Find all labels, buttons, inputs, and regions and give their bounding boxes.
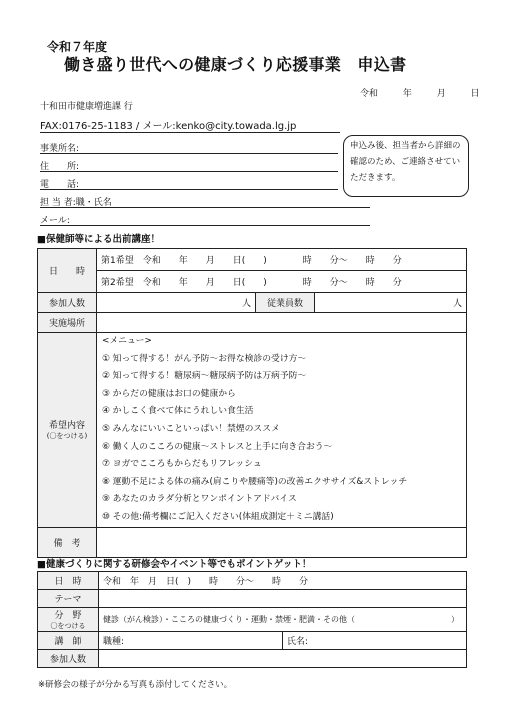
menu-item[interactable]: ⑤ みんなにいいこといっぱい！禁煙のススメ	[102, 423, 280, 434]
recipient-department: 十和田市健康増進課 行	[40, 102, 133, 112]
menu-item[interactable]: ⑧ 運動不足による体の痛み(肩こりや腰痛等)の改善エクササイズ&ストレッチ	[102, 476, 408, 487]
event-table	[37, 571, 467, 668]
menu-item[interactable]: ⑩ その他:備考欄にご記入ください(体組成測定＋ミニ講話)	[102, 511, 334, 522]
fiscal-year: 令和７年度	[47, 40, 108, 54]
theme-label: テーマ	[38, 590, 99, 608]
second-choice-date[interactable]: 第2希望 令和 年 月 日( ) 時 分～ 時 分	[97, 271, 467, 293]
field-label-text: 分 野	[54, 611, 82, 621]
office-name-field[interactable]: 事業所名:	[40, 144, 80, 154]
menu-header: <メニュー>	[102, 336, 152, 346]
menu-item[interactable]: ④ かしこく食べて体にうれしい食生活	[102, 406, 254, 417]
venue-input[interactable]	[97, 313, 467, 333]
menu-item[interactable]: ⑥ 働く人のこころの健康～ストレスと上手に向き合おう～	[102, 441, 333, 452]
menu-item[interactable]: ① 知って得する！がん予防～お得な検診の受け方～	[102, 353, 307, 364]
first-choice-date[interactable]: 第1希望 令和 年 月 日( ) 時 分～ 時 分	[97, 249, 467, 271]
field-label	[38, 608, 99, 632]
lecture-request-table	[37, 248, 467, 558]
theme-input[interactable]	[99, 590, 467, 608]
phone-field[interactable]: 電 話:	[40, 180, 80, 190]
content-label-text: 希望内容	[48, 421, 85, 432]
page-title: 働き盛り世代への健康づくり応援事業 申込書	[64, 55, 407, 74]
date-label: 日 時	[38, 249, 97, 293]
menu-item[interactable]: ② 知って得する！糖尿病～糖尿病予防は万病予防～	[102, 371, 307, 382]
email-field[interactable]: メール:	[40, 216, 70, 226]
menu-list	[97, 333, 467, 528]
lecturer-name-input[interactable]: 氏名:	[283, 632, 467, 650]
participants-label: 参加人数	[38, 293, 97, 313]
employees-label: 従業員数	[256, 293, 315, 313]
section1-heading: ■保健師等による出前講座！	[37, 234, 160, 245]
remarks-input[interactable]	[97, 527, 467, 557]
content-label-sub: (〇をつける)	[46, 432, 88, 441]
lecturer-label: 講 師	[38, 632, 99, 650]
email-underline	[40, 225, 370, 226]
submission-date: 令和 年 月 日	[360, 89, 480, 99]
contact-note-box: 申込み後、担当者から詳細の確認のため、ご連絡させていただきます。	[343, 135, 469, 197]
remarks-label: 備 考	[38, 527, 97, 557]
content-label	[38, 333, 97, 528]
participants-input[interactable]: 人	[97, 293, 256, 313]
menu-item[interactable]: ③ からだの健康はお口の健康から	[102, 388, 236, 399]
menu-item[interactable]: ⑦ ヨガでこころもからだもリフレッシュ	[102, 459, 262, 470]
contact-person-field[interactable]: 担 当 者:職・氏名	[40, 198, 112, 208]
person-underline	[40, 207, 370, 208]
event-date-label: 日 時	[38, 572, 99, 590]
venue-label: 実施場所	[38, 313, 97, 333]
event-participants-input[interactable]	[99, 650, 467, 668]
event-date-input[interactable]: 令和 年 月 日( ) 時 分～ 時 分	[99, 572, 467, 590]
contact-fax-email: FAX:0176-25-1183 / メール:kenko@city.towada.lg.jp	[40, 121, 297, 132]
address-field[interactable]: 住 所:	[40, 162, 80, 172]
menu-item[interactable]: ⑨ あなたのカラダ分析とワンポイントアドバイス	[102, 494, 297, 505]
employees-input[interactable]: 人	[315, 293, 467, 313]
footnote: ※研修会の様子が分かる写真も添付してください。	[38, 680, 233, 690]
phone-underline	[40, 189, 338, 190]
contact-underline	[40, 132, 340, 133]
lecturer-title-input[interactable]: 職種:	[99, 632, 283, 650]
field-options[interactable]: 健診（がん検診）・こころの健康づくり・運動・禁煙・肥満・その他（ ）	[99, 608, 467, 632]
section2-heading: ■健康づくりに関する研修会やイベント等でもポイントゲット！	[37, 559, 312, 570]
office-underline	[40, 153, 338, 154]
event-participants-label: 参加人数	[38, 650, 99, 668]
address-underline	[40, 171, 338, 172]
field-label-sub: 〇をつける	[50, 622, 86, 630]
